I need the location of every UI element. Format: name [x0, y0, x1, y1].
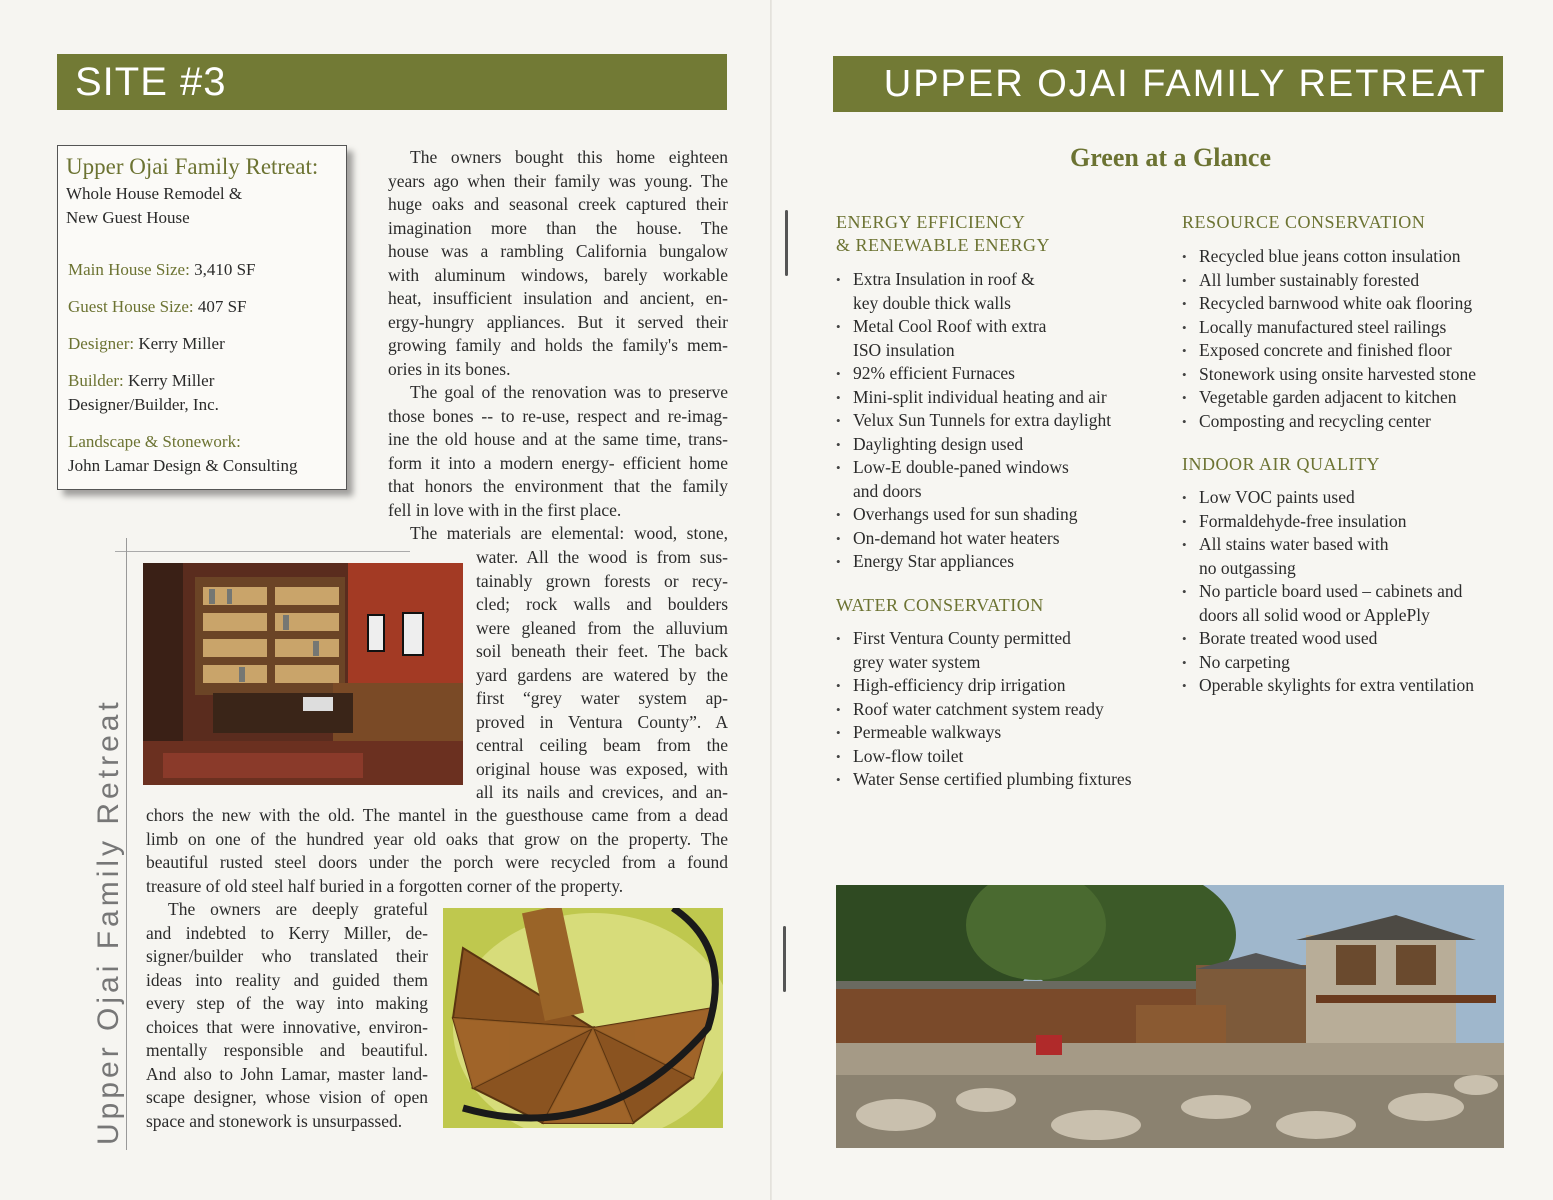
- text-line: choices that were innovative, environ-: [146, 1016, 428, 1037]
- list-item: • Borate treated wood used: [1182, 627, 1474, 651]
- list-item: • All lumber sustainably forested: [1182, 269, 1476, 293]
- spiral-stair-illustration: [443, 908, 723, 1128]
- text-line: ideas into reality and guided them: [146, 969, 428, 990]
- list-item: • First Ventura County permitted: [836, 627, 1132, 651]
- energy-heading-line-1: ENERGY EFFICIENCY: [836, 212, 1026, 232]
- text-line: original house was exposed, with: [476, 758, 728, 779]
- text-line: growing family and holds the family's mem-: [388, 335, 728, 355]
- main-house-value: 3,410 SF: [194, 260, 256, 279]
- list-item-continued: no outgassing: [1199, 557, 1296, 578]
- text-line: tainably grown forests or recy-: [476, 570, 728, 591]
- divider-line: [126, 538, 127, 1150]
- list-item-continued: and doors: [853, 480, 922, 501]
- text-line: chors the new with the old. The mantel in the guesthouse came from a dead: [146, 805, 728, 825]
- list-item: • Extra Insulation in roof &: [836, 268, 1111, 292]
- list-item: • No carpeting: [1182, 651, 1474, 675]
- list-item-continued: doors all solid wood or ApplePly: [1199, 604, 1430, 625]
- text-line: The owners are deeply grateful: [168, 899, 428, 919]
- paragraph-4: [146, 898, 428, 1133]
- staple: [785, 210, 788, 276]
- text-line: and indebted to Kerry Miller, de-: [146, 922, 428, 943]
- site-banner: SITE #3: [57, 54, 727, 110]
- paragraph-1: [388, 146, 728, 546]
- paragraph-3-narrow: [476, 546, 728, 805]
- text-line: scape designer, whose vision of open: [146, 1087, 428, 1107]
- builder-company: Designer/Builder, Inc.: [68, 395, 219, 414]
- list-item: • Composting and recycling center: [1182, 410, 1476, 434]
- list-item: • On-demand hot water heaters: [836, 527, 1111, 551]
- list-item: • All stains water based with: [1182, 533, 1474, 557]
- text-line: with aluminum windows, barely workable: [388, 264, 728, 285]
- text-line: every step of the way into making: [146, 993, 428, 1013]
- divider-line: [115, 551, 410, 552]
- vertical-title: Upper Ojai Family Retreat: [92, 698, 125, 1145]
- text-line: huge oaks and seasonal creek captured their: [388, 194, 728, 214]
- text-line: beautiful rusted steel doors under the porch were recycled from a found: [146, 852, 728, 872]
- text-line: The materials are elemental: wood, stone,: [410, 523, 728, 543]
- text-line: those bones -- to re-use, respect and re-imag-: [388, 405, 728, 426]
- designer-value: Kerry Miller: [138, 334, 225, 353]
- house-exterior-photo: [836, 885, 1504, 1148]
- list-item-continued: ISO insulation: [853, 339, 955, 360]
- text-line: form it into a modern energy- efficient home: [388, 452, 728, 473]
- landscape: [66, 430, 340, 478]
- paragraph-3-wide: [146, 804, 728, 898]
- main-house-size: [66, 258, 340, 282]
- guest-house-size: [66, 295, 340, 319]
- left-page: [0, 0, 772, 1200]
- text-line: central ceiling beam from the: [476, 735, 728, 755]
- list-item: • Recycled barnwood white oak flooring: [1182, 292, 1476, 316]
- water-heading: WATER CONSERVATION: [836, 595, 1044, 615]
- list-item: • 92% efficient Furnaces: [836, 362, 1111, 386]
- indoor-heading: INDOOR AIR QUALITY: [1182, 454, 1380, 474]
- text-line: ergy-hungry appliances. But it served their: [388, 311, 728, 332]
- designer-label: Designer:: [68, 334, 135, 353]
- info-title: Upper Ojai Family Retreat:: [66, 154, 319, 179]
- list-item: • No particle board used – cabinets and: [1182, 580, 1474, 604]
- text-line: limb on one of the hundred year old oaks that grow on the property. The: [146, 828, 728, 849]
- list-item: • Low VOC paints used: [1182, 486, 1474, 510]
- list-item: • Exposed concrete and finished floor: [1182, 339, 1476, 363]
- water-list: [836, 627, 1132, 792]
- house-exterior-illustration: [836, 885, 1504, 1148]
- text-line: years ago when their family was young. The: [388, 170, 728, 191]
- energy-list: [836, 268, 1111, 574]
- list-item-continued: grey water system: [853, 651, 981, 672]
- info-subtitle-1: Whole House Remodel &: [66, 184, 243, 203]
- text-line: cled; rock walls and boulders: [476, 594, 728, 614]
- main-house-label: Main House Size:: [68, 260, 190, 279]
- text-line: were gleaned from the alluvium: [476, 617, 728, 638]
- text-line: ories in its bones.: [388, 358, 511, 379]
- list-item: • Vegetable garden adjacent to kitchen: [1182, 386, 1476, 410]
- list-item: • Daylighting design used: [836, 433, 1111, 457]
- builder: [66, 369, 340, 417]
- text-line: signer/builder who translated their: [146, 946, 428, 966]
- text-line: mentally responsible and beautiful.: [146, 1040, 428, 1060]
- energy-heading-line-2: & RENEWABLE ENERGY: [836, 235, 1050, 255]
- text-line: that honors the environment that the family: [388, 476, 728, 496]
- text-line: soil beneath their feet. The back: [476, 641, 728, 661]
- list-item-continued: key double thick walls: [853, 292, 1011, 313]
- text-line: The owners bought this home eighteen: [410, 147, 728, 167]
- text-line: fell in love with in the first place.: [388, 499, 622, 520]
- text-line: heat, insufficient insulation and ancient, en-: [388, 288, 728, 308]
- text-line: water. All the wood is from sus-: [476, 547, 728, 567]
- retreat-banner: UPPER OJAI FAMILY RETREAT: [833, 56, 1503, 112]
- list-item: • Low-E double-paned windows: [836, 456, 1111, 480]
- resource-heading: RESOURCE CONSERVATION: [1182, 212, 1426, 232]
- text-line: first “grey water system ap-: [476, 688, 728, 708]
- project-info-box: [57, 145, 347, 490]
- text-line: yard gardens are watered by the: [476, 664, 728, 685]
- text-line: treasure of old steel half buried in a forgotten corner of the property.: [146, 875, 624, 896]
- list-item: • Metal Cool Roof with extra: [836, 315, 1111, 339]
- library-photo: [143, 563, 463, 785]
- guest-house-label: Guest House Size:: [68, 297, 194, 316]
- list-item: • Energy Star appliances: [836, 550, 1111, 574]
- text-line: all its nails and crevices, and an-: [476, 782, 728, 802]
- info-subtitle-2: New Guest House: [66, 208, 190, 227]
- list-item: • Locally manufactured steel railings: [1182, 316, 1476, 340]
- list-item: • High-efficiency drip irrigation: [836, 674, 1132, 698]
- landscape-value: John Lamar Design & Consulting: [68, 456, 298, 475]
- landscape-label: Landscape & Stonework:: [68, 432, 241, 451]
- list-item: • Velux Sun Tunnels for extra daylight: [836, 409, 1111, 433]
- list-item: • Permeable walkways: [836, 721, 1132, 745]
- energy-heading: [836, 211, 1050, 257]
- list-item: • Operable skylights for extra ventilation: [1182, 674, 1474, 698]
- staple: [783, 926, 786, 992]
- resource-list: [1182, 245, 1476, 433]
- list-item: • Overhangs used for sun shading: [836, 503, 1111, 527]
- text-line: space and stonework is unsurpassed.: [146, 1110, 403, 1131]
- list-item: • Recycled blue jeans cotton insulation: [1182, 245, 1476, 269]
- spiral-stair-photo: [443, 908, 723, 1128]
- library-illustration: [143, 563, 463, 785]
- text-line: house was a rambling California bungalow: [388, 241, 728, 261]
- list-item: • Formaldehyde-free insulation: [1182, 510, 1474, 534]
- text-line: The goal of the renovation was to preserve: [410, 382, 728, 402]
- builder-label: Builder:: [68, 371, 124, 390]
- list-item: • Stonework using onsite harvested stone: [1182, 363, 1476, 387]
- text-line: And also to John Lamar, master land-: [146, 1063, 428, 1084]
- designer: [66, 332, 340, 356]
- indoor-list: [1182, 486, 1474, 698]
- text-line: proved in Ventura County”. A: [476, 711, 728, 732]
- list-item: • Roof water catchment system ready: [836, 698, 1132, 722]
- text-line: imagination more than the house. The: [388, 217, 728, 238]
- list-item: • Mini-split individual heating and air: [836, 386, 1111, 410]
- list-item: • Low-flow toilet: [836, 745, 1132, 769]
- glance-title: Green at a Glance: [1070, 143, 1271, 172]
- guest-house-value: 407 SF: [197, 297, 247, 316]
- builder-value: Kerry Miller: [127, 371, 215, 390]
- text-line: ine the old house and at the same time, trans-: [388, 429, 728, 449]
- list-item: • Water Sense certified plumbing fixtures: [836, 768, 1132, 792]
